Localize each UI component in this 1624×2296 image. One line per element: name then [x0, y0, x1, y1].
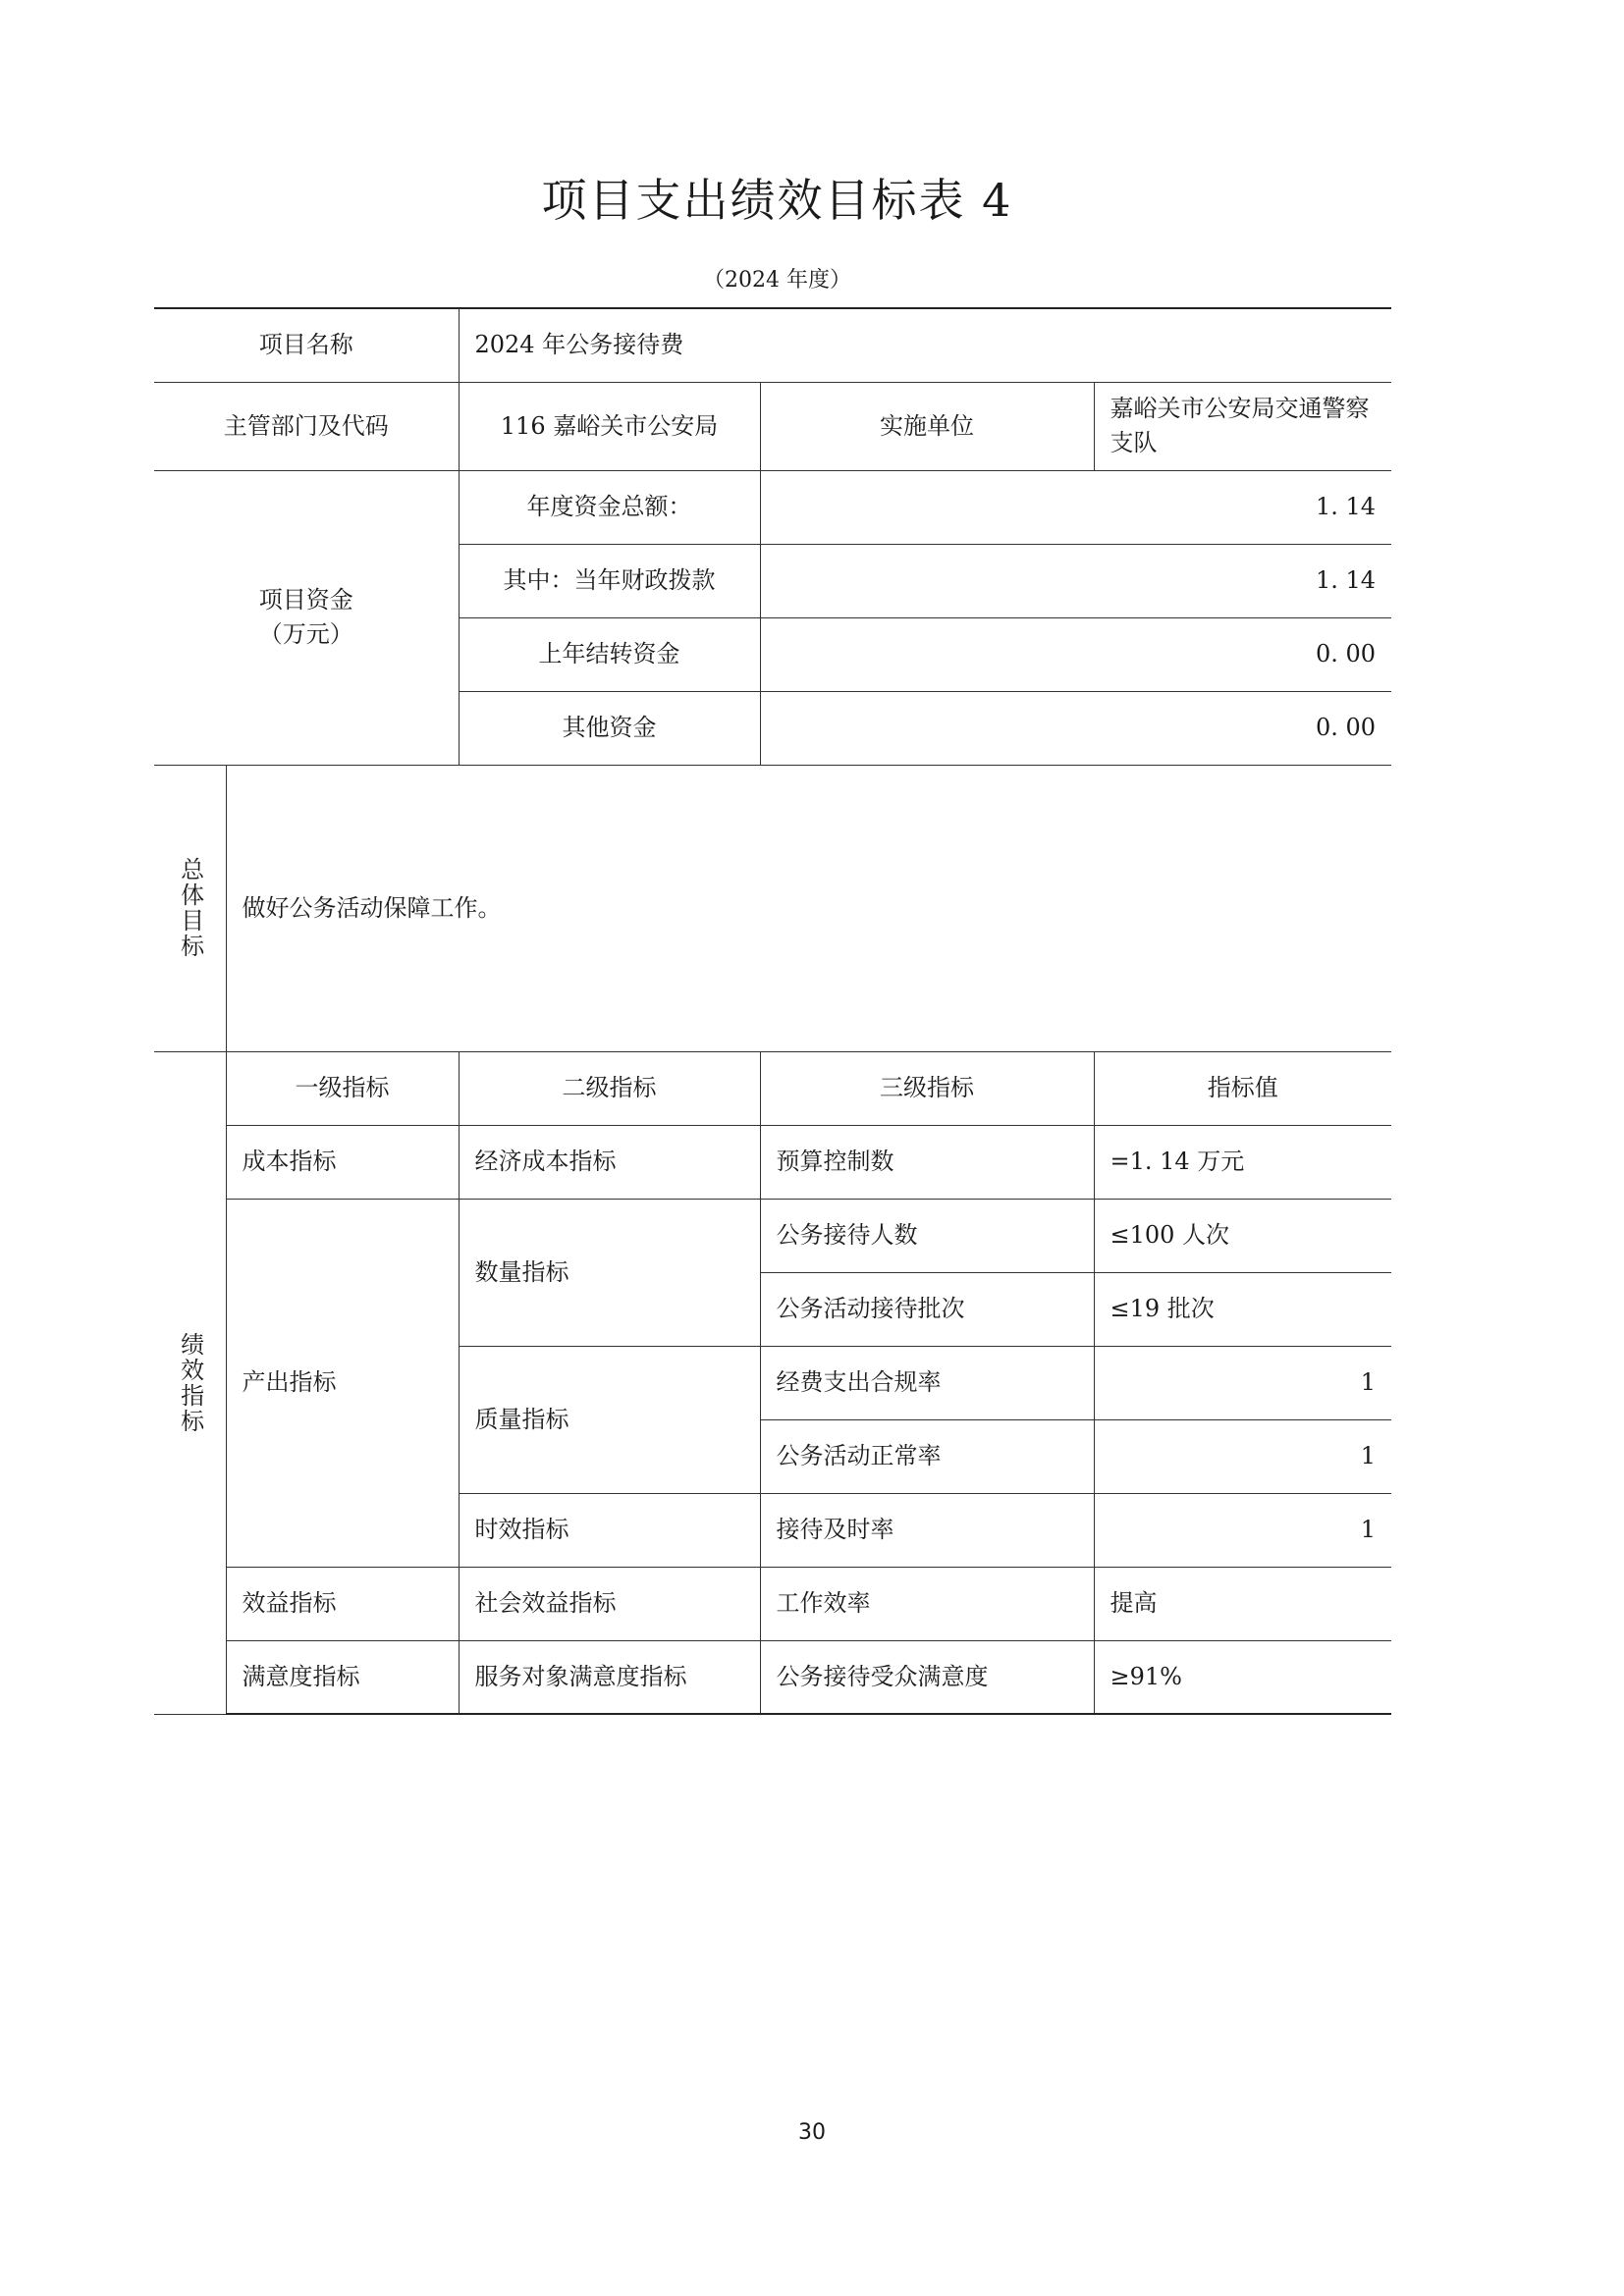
funds-row-value: 0. 00	[760, 617, 1391, 691]
quality-value: 1	[1094, 1419, 1391, 1493]
funds-label: 项目资金	[258, 586, 353, 614]
cost-level2: 经济成本指标	[459, 1125, 760, 1199]
performance-target-table	[154, 307, 1391, 1715]
project-name-value: 2024 年公务接待费	[459, 308, 1391, 382]
row-cost-indicator	[154, 1125, 1391, 1199]
timeliness-level3: 接待及时率	[760, 1493, 1094, 1567]
implementing-unit-value: 嘉峪关市公安局交通警察支队	[1094, 382, 1391, 470]
funds-row-value: 1. 14	[760, 544, 1391, 617]
funds-row-label: 其他资金	[459, 691, 760, 765]
quantity-level3: 公务接待人数	[760, 1199, 1094, 1272]
funds-row-label: 其中：当年财政拨款	[459, 544, 760, 617]
row-overall-goal	[154, 765, 1391, 1051]
funds-row-value: 1. 14	[760, 470, 1391, 544]
timeliness-value: 1	[1094, 1493, 1391, 1567]
cost-level3: 预算控制数	[760, 1125, 1094, 1199]
department-label: 主管部门及代码	[154, 382, 459, 470]
benefit-level3: 工作效率	[760, 1567, 1094, 1640]
timeliness-level2: 时效指标	[459, 1493, 760, 1567]
benefit-level2: 社会效益指标	[459, 1567, 760, 1640]
satisfaction-level1: 满意度指标	[226, 1640, 459, 1714]
row-benefit-indicator	[154, 1567, 1391, 1640]
benefit-level1: 效益指标	[226, 1567, 459, 1640]
quantity-level3: 公务活动接待批次	[760, 1272, 1094, 1346]
funds-row-label: 上年结转资金	[459, 617, 760, 691]
page-number: 30	[798, 2120, 826, 2145]
header-level1: 一级指标	[226, 1051, 459, 1125]
quality-level2: 质量指标	[459, 1346, 760, 1493]
quantity-value: ≤19 批次	[1094, 1272, 1391, 1346]
satisfaction-value: ≥91%	[1094, 1640, 1391, 1714]
row-satisfaction-indicator	[154, 1640, 1391, 1714]
output-level1: 产出指标	[226, 1199, 459, 1567]
quality-level3: 公务活动正常率	[760, 1419, 1094, 1493]
implementing-unit-label: 实施单位	[760, 382, 1094, 470]
satisfaction-level2: 服务对象满意度指标	[459, 1640, 760, 1714]
cost-value: =1. 14 万元	[1094, 1125, 1391, 1199]
quality-value: 1	[1094, 1346, 1391, 1419]
row-department	[154, 382, 1391, 470]
row-indicator-headers	[154, 1051, 1391, 1125]
funds-row-label: 年度资金总额：	[459, 470, 760, 544]
header-value: 指标值	[1094, 1051, 1391, 1125]
row-project-name	[154, 308, 1391, 382]
project-name-label: 项目名称	[154, 308, 459, 382]
quantity-value: ≤100 人次	[1094, 1199, 1391, 1272]
department-value: 116 嘉峪关市公安局	[459, 382, 760, 470]
funds-row-value: 0. 00	[760, 691, 1391, 765]
header-level3: 三级指标	[760, 1051, 1094, 1125]
document-title: 项目支出绩效目标表 4	[541, 174, 1013, 227]
quantity-level2: 数量指标	[459, 1199, 760, 1346]
row-output-quantity-1	[154, 1199, 1391, 1272]
performance-label: 绩效指标	[154, 1051, 226, 1714]
header-level2: 二级指标	[459, 1051, 760, 1125]
cost-level1: 成本指标	[226, 1125, 459, 1199]
satisfaction-level3: 公务接待受众满意度	[760, 1640, 1094, 1714]
document-year: （2024 年度）	[703, 268, 851, 293]
overall-goal-label: 总体目标	[154, 765, 226, 1051]
quality-level3: 经费支出合规率	[760, 1346, 1094, 1419]
overall-goal-text: 做好公务活动保障工作。	[226, 765, 1391, 1051]
funds-label-cell	[154, 470, 459, 765]
row-funds-total	[154, 470, 1391, 544]
benefit-value: 提高	[1094, 1567, 1391, 1640]
funds-unit: （万元）	[258, 620, 353, 648]
